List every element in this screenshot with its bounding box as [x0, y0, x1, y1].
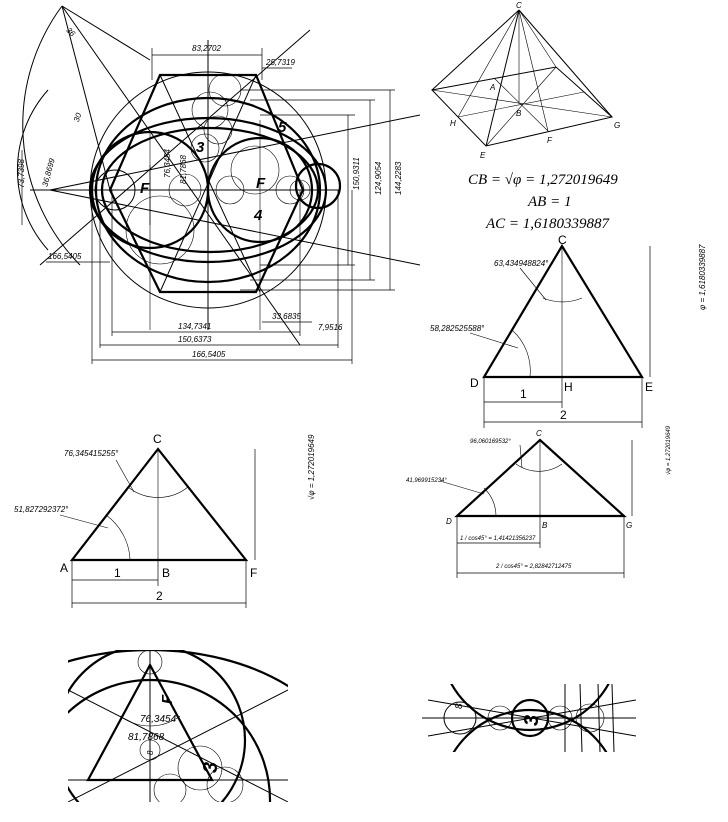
pyramid	[432, 1, 620, 160]
dim-bottom-small-1-label: 33,6835	[272, 312, 301, 321]
edge-cg	[519, 10, 612, 117]
tri-dbg-shape	[457, 440, 624, 516]
formula-3: AC = 1,6180339887	[486, 216, 610, 232]
edge-back	[519, 10, 556, 67]
dim-top-right-label: 25,7319	[266, 58, 295, 67]
tri-dbg-full-label: 2 / cos45° = 2,82842712475	[496, 564, 572, 570]
d1-f: F	[159, 694, 176, 704]
dim-left-v-label: 73,7398	[17, 159, 26, 188]
formulas	[468, 172, 618, 232]
slant-cf	[519, 10, 548, 131]
angle-36-label: 36	[64, 25, 78, 39]
pyr-b: B	[516, 109, 522, 118]
triangle-abf	[14, 432, 316, 608]
tri-dbg-g: G	[626, 521, 633, 530]
tri-abf-half-label: 1	[114, 566, 121, 580]
dim-left-angle-label: 36,8699	[40, 157, 57, 188]
tri-abf-shape	[72, 449, 246, 560]
dim-bottom-small-2-label: 7,9516	[318, 323, 343, 332]
tri-abf-full-label: 2	[156, 589, 163, 603]
main-construction	[17, 6, 420, 364]
tri-che-angle-left: 58,282525588°	[430, 324, 485, 333]
detail-1	[0, 645, 350, 822]
d2-8: 8	[454, 703, 465, 709]
dim-center-1-label: 76,3454	[163, 149, 172, 178]
tri-abf-f: F	[250, 566, 258, 580]
pyr-e: E	[480, 151, 486, 160]
detail-2	[422, 550, 636, 822]
triangle-che	[430, 233, 707, 428]
tri-che-d: D	[470, 376, 479, 390]
circle-top-4	[209, 74, 241, 106]
pyr-h: H	[450, 119, 456, 128]
edge-ce	[486, 10, 519, 146]
tri-che-arc-left	[512, 330, 530, 377]
tri-che-c: C	[558, 233, 567, 247]
dim-bottom-2-label: 150,6373	[178, 335, 212, 344]
label-f2: F	[256, 175, 266, 192]
formula-2: AB = 1	[528, 194, 572, 210]
dim-bottom-3-label: 166,5405	[192, 350, 226, 359]
tri-che-e: E	[645, 380, 654, 394]
angle-30-label: 30	[71, 111, 84, 124]
tri-dbg-angle-top: 96,060169532°	[470, 439, 511, 445]
d2-circle-1	[440, 550, 620, 730]
tri-che-arc-top	[543, 298, 582, 302]
d1-8: 8	[146, 750, 155, 755]
tri-abf-b: B	[162, 566, 171, 580]
d1-small-4	[154, 774, 186, 806]
dim-right-3-label: 144,2283	[394, 161, 403, 195]
tri-abf-leader-top	[116, 460, 134, 492]
tri-dbg-b: B	[542, 521, 548, 530]
d1-dim2: 81,7868	[128, 732, 165, 743]
tri-che-h: H	[564, 380, 573, 394]
dim-left-bottom-label: 166,5405	[48, 252, 82, 261]
tri-dbg-arc-top	[516, 464, 562, 471]
d2-3: 3	[521, 714, 543, 726]
pyr-f: F	[547, 136, 552, 145]
tri-abf-angle-top: 76,345415255°	[64, 449, 119, 458]
tri-abf-height-label: √φ = 1,272019649	[307, 434, 316, 500]
tri-che-leader-left	[470, 333, 518, 348]
pyr-g: G	[614, 121, 621, 130]
pyr-c: C	[516, 1, 522, 10]
label-4: 4	[254, 207, 263, 224]
tri-che-full-label: 2	[560, 408, 567, 422]
circle-mid-5	[231, 146, 279, 194]
tri-dbg-half-label: 1 / cos45° = 1,41421356237	[460, 536, 536, 542]
tri-dbg-angle-left: 41,969915234°	[406, 478, 447, 484]
triangle-dbg	[406, 425, 672, 578]
tri-che-half-label: 1	[520, 387, 527, 401]
label-f1: F	[140, 180, 150, 197]
d1-dim1: 76,3454	[140, 714, 177, 725]
dim-right-1-label: 150,9311	[352, 157, 361, 190]
formula-1: CB = √φ = 1,272019649	[468, 172, 618, 188]
hexagon	[110, 75, 303, 292]
dim-top-label: 83,2702	[192, 44, 221, 53]
tri-abf-c: C	[153, 432, 162, 446]
tri-abf-angle-left: 51,827292372°	[14, 505, 69, 514]
tri-dbg-arc-left	[484, 488, 496, 516]
slant-ch	[458, 10, 519, 117]
pyramid-base	[432, 67, 612, 146]
diag-base-1	[432, 90, 612, 117]
dim-right-2-label: 124,9054	[374, 161, 383, 195]
mid-base-2	[494, 78, 548, 131]
tri-che-angle-top: 63,434948824°	[494, 259, 549, 268]
dim-center-2-label: 81,7868	[179, 155, 188, 184]
d1-ellipse	[0, 650, 350, 822]
edge-ca	[432, 10, 519, 90]
pyr-a: A	[490, 83, 496, 92]
dim-bottom-1-label: 134,7341	[178, 322, 212, 331]
tri-dbg-height-label: √φ = 1,272019649	[666, 425, 672, 475]
diag-base-2	[486, 67, 556, 146]
tri-dbg-d: D	[446, 517, 452, 526]
tri-che-height-label: φ = 1,6180339887	[698, 244, 707, 310]
tri-abf-a: A	[60, 561, 69, 575]
tri-dbg-c: C	[536, 429, 542, 438]
d1-3: 3	[200, 761, 222, 773]
tri-abf-arc-left	[106, 515, 130, 560]
label-3: 3	[196, 139, 205, 156]
label-5: 5	[278, 119, 287, 136]
